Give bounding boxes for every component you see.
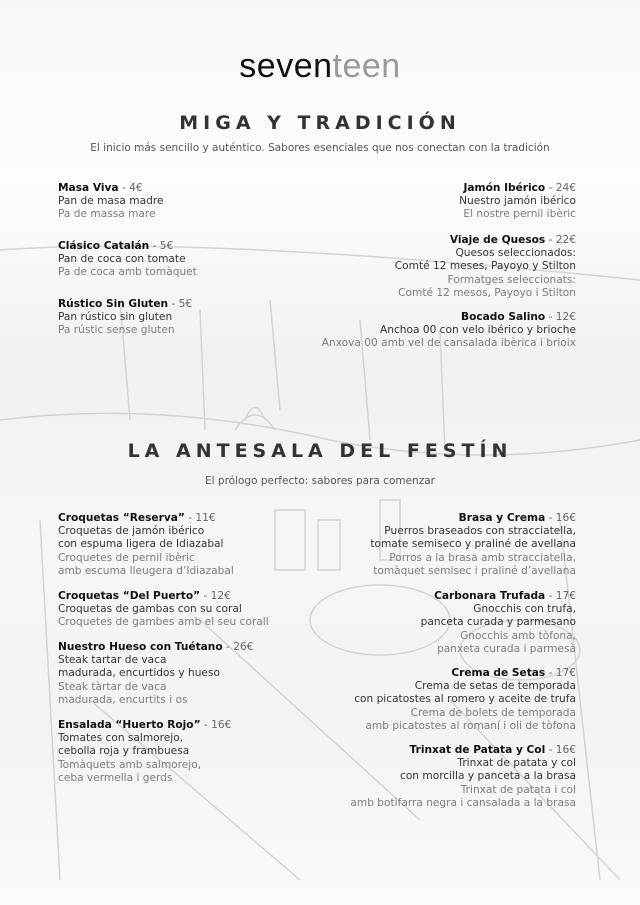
- description-ca: Steak tàrtar de vaca: [58, 680, 167, 693]
- menu-item-heading: [276, 311, 576, 324]
- dish-price: - 16€: [200, 719, 232, 731]
- menu-item: [276, 311, 576, 351]
- restaurant-logo: [0, 47, 640, 86]
- description-ca: ceba vermella i gerds: [58, 771, 173, 784]
- dish-price: - 5€: [149, 240, 174, 252]
- menu-item-heading: [276, 512, 576, 525]
- description-ca: amb botifarra negra i cansalada a la brasa: [350, 796, 576, 809]
- section-title: MIGA Y TRADICIÓN: [179, 112, 461, 134]
- dish-name: Nuestro Hueso con Tuétano: [58, 641, 223, 653]
- description-es: Pan de masa madre: [58, 195, 164, 208]
- dish-price: - 12€: [545, 311, 576, 323]
- dish-price: - 17€: [545, 667, 576, 679]
- logo-part-seven: seven: [239, 47, 333, 85]
- description-es: Quesos seleccionados:: [455, 247, 576, 260]
- logo-part-teen: teen: [332, 47, 401, 85]
- menu-item-heading: [276, 667, 576, 680]
- section-subtitle: El inicio más sencillo y auténtico. Sabores esenciales que nos conectan con la tradición: [90, 142, 550, 154]
- description-ca: tomàquet semisec i praliné d’avellana: [373, 564, 576, 577]
- description-ca: Porros a la brasa amb stracciatella,: [389, 551, 576, 564]
- description-es: Trinxat de patata y col: [457, 757, 576, 770]
- description-ca: Comté 12 mesos, Payoyo i Stilton: [398, 286, 576, 299]
- description-ca: Pa rústic sense gluten: [58, 324, 175, 337]
- dish-price: - 16€: [545, 744, 576, 756]
- description-ca: Formatges seleccionats:: [447, 273, 576, 286]
- dish-name: Crema de Setas: [451, 667, 546, 679]
- description-ca: Trinxat de patata i col: [460, 783, 576, 796]
- description-es: Pan de coca con tomate: [58, 253, 186, 266]
- description-ca: Crema de bolets de temporada: [410, 706, 576, 719]
- description-es: Gnocchis con trufa,: [473, 603, 576, 616]
- description-es: Croquetas de jamón ibérico: [58, 525, 205, 538]
- dish-price: - 24€: [545, 182, 576, 194]
- description-ca: madurada, encurtits i os: [58, 693, 188, 706]
- dish-price: - 4€: [118, 182, 143, 194]
- description-ca: Pa de massa mare: [58, 208, 156, 221]
- description-es: Steak tartar de vaca: [58, 654, 167, 667]
- section-subtitle: El prólogo perfecto: sabores para comenzar: [205, 475, 435, 487]
- description-ca: Anxova 00 amb vel de cansalada ibèrica i brioix: [321, 337, 576, 350]
- dish-name: Ensalada “Huerto Rojo”: [58, 719, 201, 731]
- dish-name: Croquetas “Del Puerto”: [58, 590, 201, 602]
- section-title: LA ANTESALA DEL FESTÍN: [127, 440, 513, 462]
- description-ca: panxeta curada i parmesà: [437, 642, 576, 655]
- description-es: Anchoa 00 con velo ibérico y brioche: [379, 324, 576, 337]
- dish-name: Masa Viva: [58, 182, 119, 194]
- description-ca: Gnocchis amb tòfona,: [460, 629, 576, 642]
- dish-price: - 11€: [184, 512, 216, 524]
- dish-name: Rústico Sin Gluten: [58, 298, 169, 310]
- description-es: Comté 12 meses, Payoyo y Stilton: [394, 260, 576, 273]
- description-ca: Croquetes de pernil ibèric: [58, 551, 195, 564]
- description-es: Nuestro jamón ibérico: [459, 195, 576, 208]
- dish-name: Trinxat de Patata y Col: [409, 744, 546, 756]
- description-ca: Croquetes de gambes amb el seu corall: [58, 616, 269, 629]
- menu-item: [276, 512, 576, 578]
- dish-name: Jamón Ibérico: [463, 182, 546, 194]
- dish-name: Viaje de Quesos: [449, 234, 546, 246]
- dish-price: - 5€: [168, 298, 193, 310]
- description-es: con picatostes al romero y aceite de trufa: [354, 693, 576, 706]
- description-es: Puerros braseados con stracciatella,: [384, 525, 576, 538]
- description-es: Croquetas de gambas con su coral: [58, 603, 242, 616]
- menu-item: [276, 744, 576, 810]
- dish-price: - 16€: [545, 512, 576, 524]
- dish-price: - 22€: [545, 234, 576, 246]
- menu-item: [276, 234, 576, 300]
- description-ca: amb escuma lleugera d’Idiazabal: [58, 564, 234, 577]
- description-es: Crema de setas de temporada: [414, 680, 576, 693]
- description-es: panceta curada y parmesano: [420, 616, 576, 629]
- dish-name: Carbonara Trufada: [434, 590, 546, 602]
- description-ca: amb picatostes al romaní i oli de tòfona: [365, 719, 576, 732]
- menu-item-heading: [276, 182, 576, 195]
- menu-item-heading: [276, 744, 576, 757]
- description-es: tomate semiseco y praliné de avellana: [370, 538, 576, 551]
- dish-price: - 17€: [545, 590, 576, 602]
- menu-item-heading: [276, 234, 576, 247]
- dish-name: Brasa y Crema: [458, 512, 546, 524]
- description-ca: El nostre pernil ibèric: [463, 208, 576, 221]
- description-es: con espuma ligera de Idiazabal: [58, 538, 224, 551]
- dish-name: Bocado Salino: [461, 311, 546, 323]
- menu-item: [276, 667, 576, 733]
- dish-price: - 26€: [222, 641, 254, 653]
- menu-item: [276, 590, 576, 656]
- dish-name: Clásico Catalán: [58, 240, 150, 252]
- description-es: Pan rústico sin gluten: [58, 311, 173, 324]
- dish-name: Croquetas “Reserva”: [58, 512, 185, 524]
- menu-item: [276, 182, 576, 222]
- description-ca: Pa de coca amb tomàquet: [58, 266, 197, 279]
- description-es: Tomates con salmorejo,: [58, 732, 184, 745]
- description-es: con morcilla y panceta a la brasa: [400, 770, 576, 783]
- description-ca: Tomàquets amb salmorejo,: [58, 758, 202, 771]
- description-es: madurada, encurtidos y hueso: [58, 667, 220, 680]
- description-es: cebolla roja y frambuesa: [58, 745, 190, 758]
- dish-price: - 12€: [200, 590, 231, 602]
- menu-item-heading: [276, 590, 576, 603]
